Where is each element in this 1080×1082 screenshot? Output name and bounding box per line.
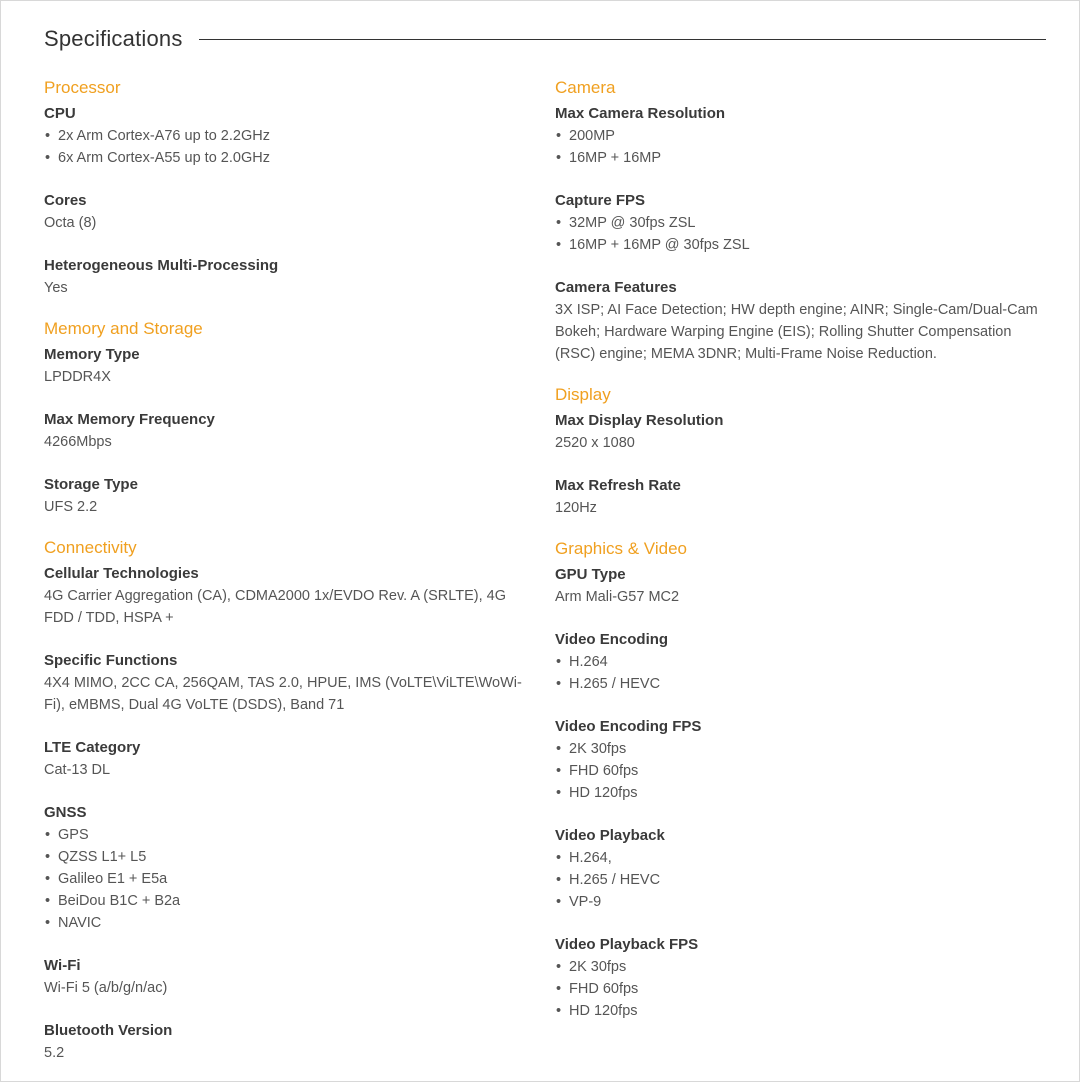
spec-capture-fps	[555, 190, 1050, 256]
spec-memory-type	[44, 344, 534, 388]
spec-label: Max Display Resolution	[555, 412, 724, 429]
spec-value: Cat-13 DL	[44, 762, 111, 778]
spec-value: Arm Mali-G57 MC2	[555, 589, 680, 605]
spec-value: Wi-Fi 5 (a/b/g/n/ac)	[44, 980, 168, 996]
spec-label: Specific Functions	[44, 652, 178, 669]
spec-value: 120Hz	[555, 500, 597, 516]
spec-label: Cellular Technologies	[44, 565, 199, 582]
spec-video-encoding-fps	[555, 716, 1050, 804]
spec-label: LTE Category	[44, 739, 141, 756]
spec-label: Max Refresh Rate	[555, 477, 681, 494]
spec-max-refresh-rate	[555, 475, 1050, 519]
spec-label: CPU	[44, 105, 76, 122]
header-divider	[199, 39, 1046, 40]
section-title: Connectivity	[44, 538, 137, 557]
spec-label: Wi-Fi	[44, 957, 81, 974]
spec-video-playback-fps	[555, 934, 1050, 1022]
spec-max-memory-frequency	[44, 409, 534, 453]
list-item: • 16MP + 16MP	[555, 147, 1050, 169]
spec-value-list	[44, 824, 534, 934]
spec-gnss	[44, 802, 534, 934]
list-item: • 2K 30fps	[555, 956, 1050, 978]
section-display	[555, 383, 1050, 519]
spec-video-encoding	[555, 629, 1050, 695]
spec-label: Camera Features	[555, 279, 677, 296]
spec-value: 4266Mbps	[44, 434, 112, 450]
spec-cpu	[44, 103, 534, 169]
right-column	[555, 76, 1050, 1040]
list-item: • 16MP + 16MP @ 30fps ZSL	[555, 234, 1050, 256]
list-item: • HD 120fps	[555, 782, 1050, 804]
specifications-header	[44, 24, 1046, 54]
spec-value: Yes	[44, 280, 68, 296]
list-item: • FHD 60fps	[555, 978, 1050, 1000]
section-processor	[44, 76, 534, 299]
spec-value-list	[555, 125, 1050, 169]
spec-value-list	[555, 738, 1050, 804]
section-title: Camera	[555, 78, 616, 97]
spec-label: Video Encoding FPS	[555, 718, 702, 735]
section-connectivity	[44, 536, 534, 1064]
list-item: • H.265 / HEVC	[555, 869, 1050, 891]
spec-max-camera-resolution	[555, 103, 1050, 169]
spec-value-list	[555, 956, 1050, 1022]
spec-value: LPDDR4X	[44, 369, 111, 385]
spec-label: Cores	[44, 192, 87, 209]
spec-cellular-technologies	[44, 563, 534, 629]
spec-label: Video Playback	[555, 827, 665, 844]
list-item: • H.264,	[555, 847, 1050, 869]
spec-value: UFS 2.2	[44, 499, 98, 515]
list-item: • HD 120fps	[555, 1000, 1050, 1022]
section-graphics-and-video	[555, 537, 1050, 1022]
section-memory-and-storage	[44, 317, 534, 518]
list-item: • GPS	[44, 824, 534, 846]
spec-label: Capture FPS	[555, 192, 646, 209]
spec-value-list	[44, 125, 534, 169]
spec-cores	[44, 190, 534, 234]
section-title: Processor	[44, 78, 121, 97]
section-camera	[555, 76, 1050, 365]
spec-label: Max Camera Resolution	[555, 105, 726, 122]
list-item: • 6x Arm Cortex-A55 up to 2.0GHz	[44, 147, 534, 169]
list-item: • 200MP	[555, 125, 1050, 147]
spec-label: Video Encoding	[555, 631, 669, 648]
list-item: • FHD 60fps	[555, 760, 1050, 782]
list-item: • NAVIC	[44, 912, 534, 934]
list-item: • 2K 30fps	[555, 738, 1050, 760]
list-item: • BeiDou B1C + B2a	[44, 890, 534, 912]
spec-lte-category	[44, 737, 534, 781]
spec-value: 2520 x 1080	[555, 435, 635, 451]
spec-value-list	[555, 847, 1050, 913]
spec-label: GPU Type	[555, 566, 626, 583]
spec-specific-functions	[44, 650, 534, 716]
spec-bluetooth-version	[44, 1020, 534, 1064]
list-item: • H.264	[555, 651, 1050, 673]
section-title: Graphics & Video	[555, 539, 687, 558]
spec-value: 3X ISP; AI Face Detection; HW depth engine; AINR; Single-Cam/Dual-Cam Bokeh; Hardware Warping Engine (EIS); Rolling Shutter Compensation (RSC) engine; MEMA 3DNR; Multi-Frame Noise Reduction.	[555, 302, 1038, 362]
spec-label: Heterogeneous Multi-Processing	[44, 257, 279, 274]
spec-value-list	[555, 212, 1050, 256]
spec-heterogeneous-multi-processing	[44, 255, 534, 299]
list-item: • Galileo E1 + E5a	[44, 868, 534, 890]
spec-label: GNSS	[44, 804, 87, 821]
list-item: • QZSS L1+ L5	[44, 846, 534, 868]
list-item: • VP-9	[555, 891, 1050, 913]
spec-camera-features	[555, 277, 1050, 365]
spec-value: Octa (8)	[44, 215, 97, 231]
spec-video-playback	[555, 825, 1050, 913]
list-item: • 32MP @ 30fps ZSL	[555, 212, 1050, 234]
list-item: • H.265 / HEVC	[555, 673, 1050, 695]
spec-label: Memory Type	[44, 346, 140, 363]
spec-label: Storage Type	[44, 476, 138, 493]
spec-label: Video Playback FPS	[555, 936, 699, 953]
section-title: Memory and Storage	[44, 319, 203, 338]
spec-max-display-resolution	[555, 410, 1050, 454]
list-item: • 2x Arm Cortex-A76 up to 2.2GHz	[44, 125, 534, 147]
page-title: Specifications	[44, 26, 183, 51]
spec-gpu-type	[555, 564, 1050, 608]
section-title: Display	[555, 385, 611, 404]
left-column	[44, 76, 534, 1082]
spec-wi-fi	[44, 955, 534, 999]
spec-label: Bluetooth Version	[44, 1022, 173, 1039]
spec-label: Max Memory Frequency	[44, 411, 215, 428]
spec-value: 4G Carrier Aggregation (CA), CDMA2000 1x/EVDO Rev. A (SRLTE), 4G FDD / TDD, HSPA +	[44, 588, 507, 626]
spec-value: 4X4 MIMO, 2CC CA, 256QAM, TAS 2.0, HPUE, IMS (VoLTE\ViLTE\WoWi-Fi), eMBMS, Dual 4G VoLTE (DSDS), Band 71	[44, 675, 522, 713]
spec-storage-type	[44, 474, 534, 518]
spec-value: 5.2	[44, 1045, 65, 1061]
spec-value-list	[555, 651, 1050, 695]
